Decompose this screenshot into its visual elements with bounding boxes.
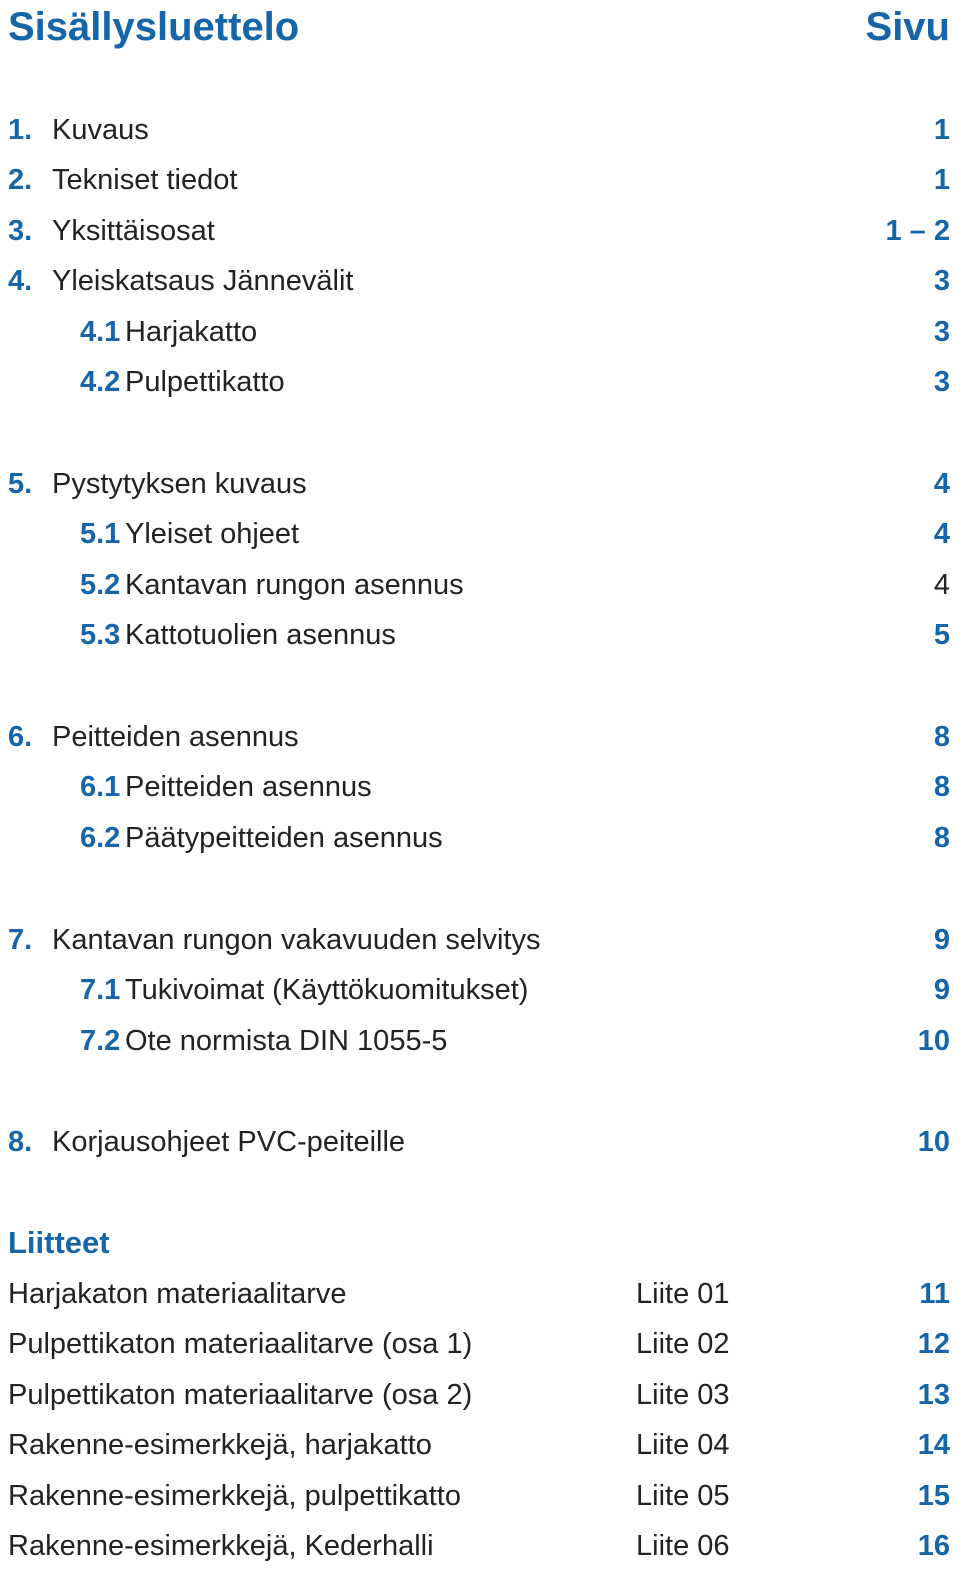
toc-label: Peitteiden asennus xyxy=(52,721,299,753)
toc-page-number: 9 xyxy=(933,974,950,1006)
toc-number: 1. xyxy=(8,114,33,146)
toc-number: 7.2 xyxy=(80,1025,121,1057)
appendix-page-number: 12 xyxy=(917,1328,950,1360)
toc-number: 6.2 xyxy=(80,822,121,854)
appendix-ref: Liite 06 xyxy=(636,1530,730,1562)
toc-label: Tukivoimat (Käyttökuomitukset) xyxy=(125,974,529,1006)
appendix-label: Rakenne-esimerkkejä, harjakatto xyxy=(8,1429,432,1461)
toc-page-number: 4 xyxy=(933,468,950,500)
toc-number: 5. xyxy=(8,468,33,500)
toc-number: 4. xyxy=(8,265,33,297)
appendix-label: Harjakaton materiaalitarve xyxy=(8,1278,347,1310)
appendix-ref: Liite 01 xyxy=(636,1278,730,1310)
toc-label: Kantavan rungon asennus xyxy=(125,569,464,601)
appendix-label: Rakenne-esimerkkejä, pulpettikatto xyxy=(8,1480,461,1512)
appendix-label: Pulpettikaton materiaalitarve (osa 2) xyxy=(8,1379,473,1411)
toc-label: Korjausohjeet PVC-peiteille xyxy=(52,1126,406,1158)
appendix-page-number: 11 xyxy=(919,1278,950,1310)
toc-subentry[interactable] xyxy=(8,312,950,352)
toc-label: Ote normista DIN 1055-5 xyxy=(125,1025,448,1057)
toc-entry[interactable] xyxy=(8,261,950,301)
appendix-ref: Liite 05 xyxy=(636,1480,730,1512)
toc-label: Yleiskatsaus Jännevälit xyxy=(52,265,354,297)
toc-subentry[interactable] xyxy=(8,1021,950,1061)
toc-header xyxy=(8,2,950,52)
toc-number: 3. xyxy=(8,215,33,247)
toc-entry[interactable] xyxy=(8,717,950,757)
toc-number: 4.1 xyxy=(80,316,121,348)
toc-number: 7. xyxy=(8,924,33,956)
toc-subentry[interactable] xyxy=(8,818,950,858)
appendix-entry[interactable] xyxy=(8,1476,950,1516)
toc-page-number: 3 xyxy=(933,316,950,348)
toc-number: 7.1 xyxy=(80,974,121,1006)
toc-label: Yleiset ohjeet xyxy=(125,518,300,550)
toc-number: 5.1 xyxy=(80,518,121,550)
appendix-entry[interactable] xyxy=(8,1375,950,1415)
appendix-entry[interactable] xyxy=(8,1274,950,1314)
toc-entry[interactable] xyxy=(8,920,950,960)
toc-page-number: 3 xyxy=(933,366,950,398)
toc-page-number: 1 xyxy=(933,114,950,146)
toc-entry[interactable] xyxy=(8,110,950,150)
toc-page-number: 8 xyxy=(933,771,950,803)
toc-page-number: 5 xyxy=(933,619,950,651)
toc-label: Yksittäisosat xyxy=(52,215,215,247)
appendix-entry[interactable] xyxy=(8,1425,950,1465)
page-column-title: Sivu xyxy=(865,5,950,49)
toc-entry[interactable] xyxy=(8,464,950,504)
toc-label: Harjakatto xyxy=(125,316,258,348)
toc-label: Kuvaus xyxy=(52,114,149,146)
toc-page-number: 8 xyxy=(933,822,950,854)
toc-page-number: 1 – 2 xyxy=(885,215,950,247)
toc-page-number: 1 xyxy=(933,164,950,196)
appendix-page-number: 16 xyxy=(917,1530,950,1562)
toc-number: 4.2 xyxy=(80,366,121,398)
toc-label: Kattotuolien asennus xyxy=(125,619,396,651)
appendix-ref: Liite 04 xyxy=(636,1429,730,1461)
appendix-label: Rakenne-esimerkkejä, Kederhalli xyxy=(8,1530,434,1562)
toc-page-number: 10 xyxy=(917,1025,950,1057)
toc-number: 5.3 xyxy=(80,619,121,651)
toc-number: 2. xyxy=(8,164,33,196)
toc-label: Pystytyksen kuvaus xyxy=(52,468,307,500)
appendix-entry[interactable] xyxy=(8,1324,950,1364)
appendix-entry[interactable] xyxy=(8,1526,950,1566)
toc-label: Tekniset tiedot xyxy=(52,164,238,196)
appendix-title: Liitteet xyxy=(8,1225,110,1260)
toc-page-number: 4 xyxy=(933,569,950,601)
toc-subentry[interactable] xyxy=(8,514,950,554)
toc-subentry[interactable] xyxy=(8,767,950,807)
toc-entry[interactable] xyxy=(8,1122,950,1162)
toc-number: 5.2 xyxy=(80,569,121,601)
toc-page-number: 3 xyxy=(933,265,950,297)
toc-page-number: 4 xyxy=(933,518,950,550)
toc-subentry[interactable] xyxy=(8,362,950,402)
toc-page-number: 10 xyxy=(917,1126,950,1158)
toc-label: Pulpettikatto xyxy=(125,366,285,398)
toc-page-number: 9 xyxy=(933,924,950,956)
toc-subentry[interactable] xyxy=(8,565,950,605)
toc-subentry[interactable] xyxy=(8,970,950,1010)
toc-subentry[interactable] xyxy=(8,615,950,655)
toc-page-number: 8 xyxy=(933,721,950,753)
toc-entry[interactable] xyxy=(8,211,950,251)
appendix-label: Pulpettikaton materiaalitarve (osa 1) xyxy=(8,1328,473,1360)
toc-number: 6.1 xyxy=(80,771,121,803)
appendix-ref: Liite 02 xyxy=(636,1328,730,1360)
toc-label: Kantavan rungon vakavuuden selvitys xyxy=(52,924,541,956)
toc-entry[interactable] xyxy=(8,160,950,200)
toc-number: 6. xyxy=(8,721,33,753)
appendix-page-number: 14 xyxy=(917,1429,950,1461)
appendix-page-number: 13 xyxy=(917,1379,950,1411)
page-title: Sisällysluettelo xyxy=(8,5,300,49)
toc-label: Päätypeitteiden asennus xyxy=(125,822,443,854)
appendix-page-number: 15 xyxy=(917,1480,950,1512)
toc-label: Peitteiden asennus xyxy=(125,771,372,803)
appendix-ref: Liite 03 xyxy=(636,1379,730,1411)
toc-number: 8. xyxy=(8,1126,33,1158)
